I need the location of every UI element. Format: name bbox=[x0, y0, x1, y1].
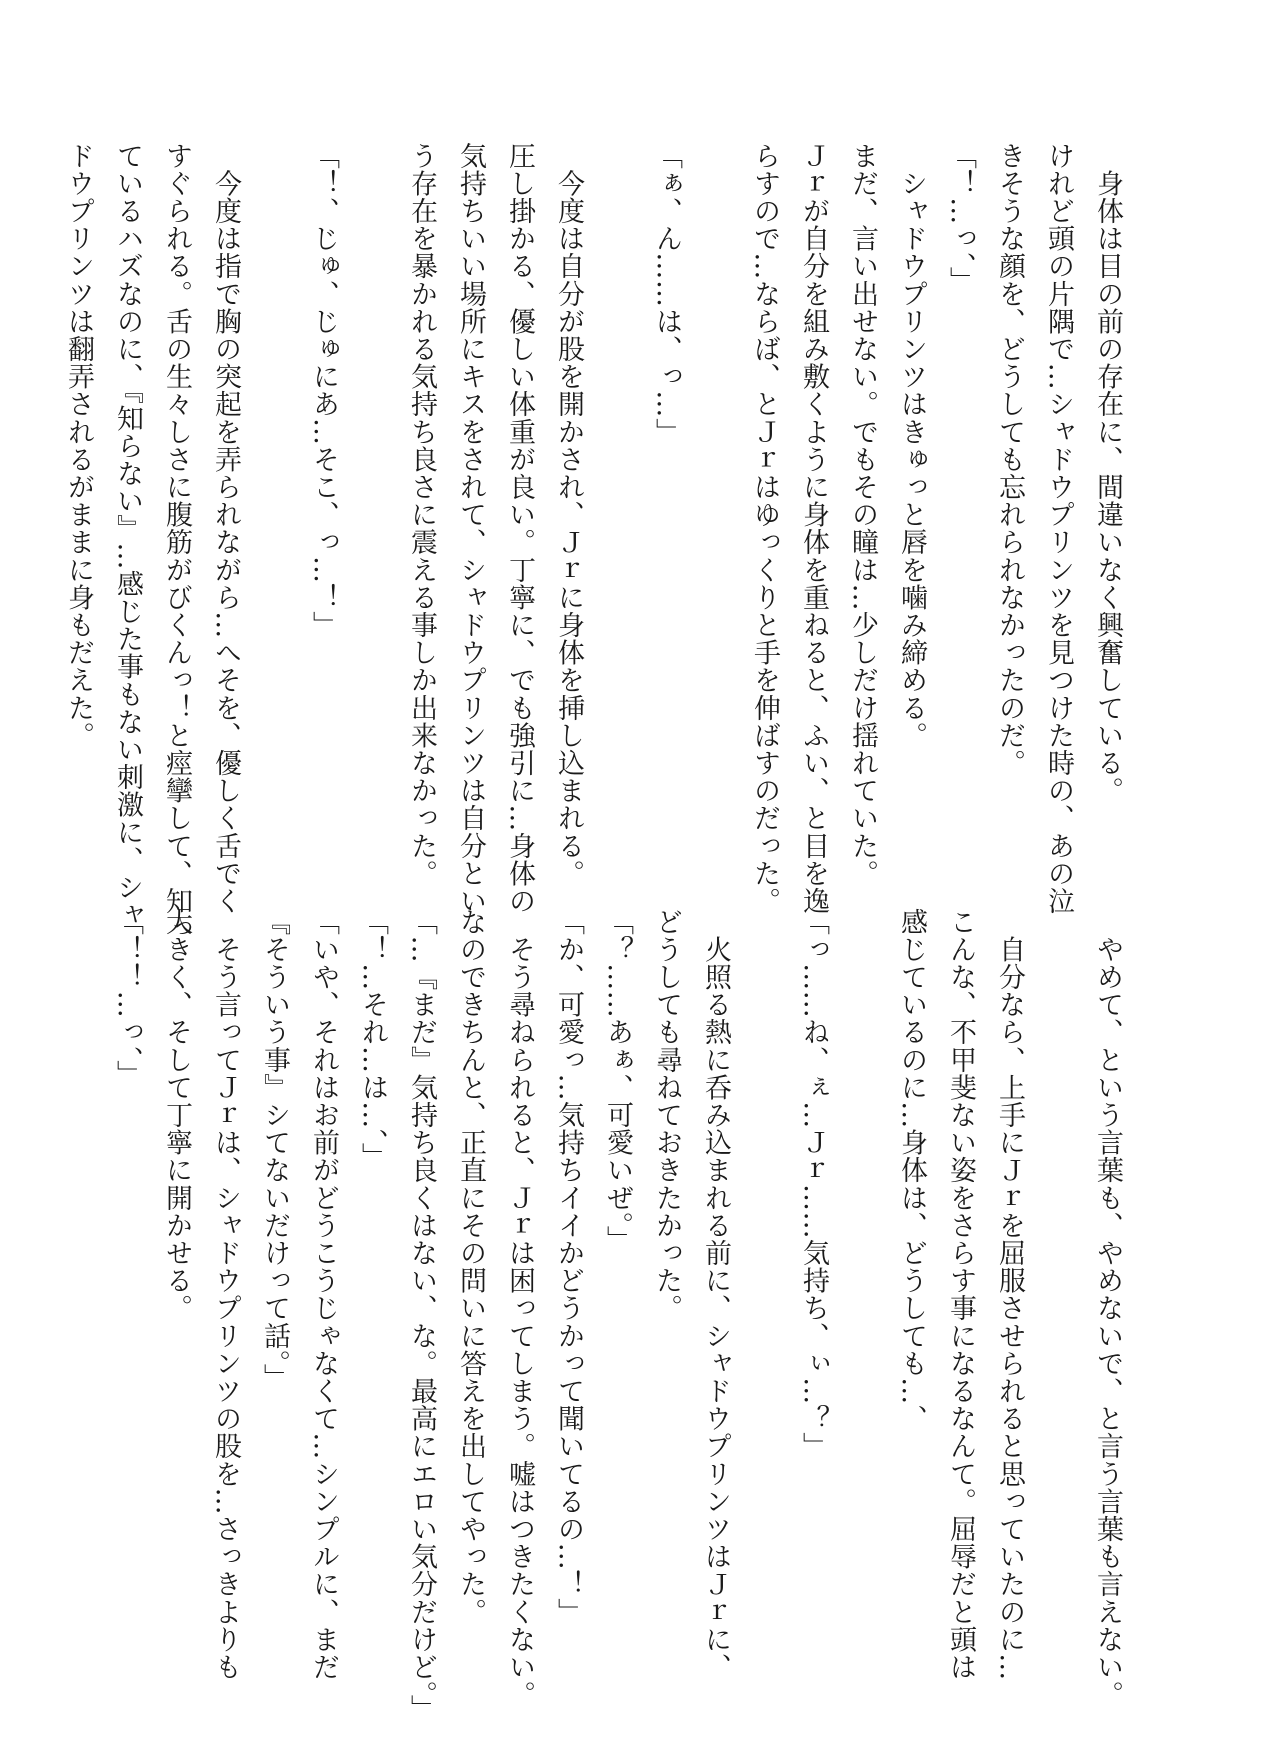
text-line: こんな、不甲斐ない姿をさらす事になるなんて。屈辱だと頭は bbox=[945, 908, 976, 1681]
text-line: Ｊｒが自分を組み敷くように身体を重ねると、ふい、と目を逸 bbox=[798, 142, 829, 915]
text-line: らすので…ならば、とＪｒはゆっくりと手を伸ばすのだった。 bbox=[749, 142, 780, 915]
text-line: 今度は自分が股を開かされ、Ｊｒに身体を挿し込まれる。 bbox=[553, 142, 584, 888]
text-line bbox=[250, 142, 299, 842]
text-line bbox=[691, 142, 740, 842]
text-line: ドウプリンツは翻弄されるがままに身もだえた。 bbox=[63, 142, 94, 750]
text-line bbox=[740, 908, 789, 1628]
text-line: 圧し掛かる、優しい体重が良い。丁寧に、でも強引に…身体の bbox=[504, 142, 535, 915]
text-line: 「！！…っ、」 bbox=[112, 908, 143, 1088]
text-line: まだ、言い出せない。でもその瞳は…少しだけ揺れていた。 bbox=[847, 142, 878, 888]
text-line: シャドウプリンツはきゅっと唇を噛み締める。 bbox=[896, 142, 927, 750]
text-line: なのできちんと、正直にその問いに答えを出してやった。 bbox=[455, 908, 486, 1626]
text-line bbox=[593, 142, 642, 842]
text-line bbox=[1034, 908, 1083, 1628]
text-line bbox=[348, 142, 397, 842]
text-line: ているハズなのに、『知らない』…感じた事もない刺激に、シャ bbox=[112, 142, 143, 929]
text-line: 今度は指で胸の突起を弄られながら…へそを、優しく舌でく bbox=[210, 142, 241, 915]
text-line: 「か、可愛っ…気持ちイイかどうかって聞いてるの…！」 bbox=[553, 908, 584, 1626]
text-block-bottom bbox=[112, 908, 1132, 1723]
text-line: 感じているのに…身体は、どうしても…、 bbox=[896, 908, 927, 1433]
text-block-top bbox=[63, 142, 1132, 943]
text-line: そう言ってＪｒは、シャドウプリンツの股を…さっきよりも bbox=[210, 908, 241, 1681]
text-line: けれど頭の片隅で…シャドウプリンツを見つけた時の、あの泣 bbox=[1043, 142, 1074, 915]
text-line: 「…『まだ』気持ち良くはない、な。最高にエロい気分だけど。」 bbox=[406, 908, 437, 1723]
text-line: どうしても尋ねておきたかった。 bbox=[651, 908, 682, 1322]
text-line: 『そういう事』シてないだけって話。」 bbox=[259, 908, 290, 1392]
text-line: 大きく、そして丁寧に開かせる。 bbox=[161, 908, 192, 1322]
text-line: 自分なら、上手にＪｒを屈服させられると思っていたのに… bbox=[994, 908, 1025, 1681]
text-line: すぐられる。舌の生々しさに腹筋がびくんっ！と痙攣して、知っ bbox=[161, 142, 192, 943]
text-line bbox=[838, 908, 887, 1628]
text-line: やめて、という言葉も、やめないで、と言う言葉も言えない。 bbox=[1092, 908, 1123, 1709]
text-line: 「！…それ…は…、」 bbox=[357, 908, 388, 1171]
text-line: きそうな顔を、どうしても忘れられなかったのだ。 bbox=[994, 142, 1025, 777]
text-line: 「！、じゅ、じゅにあ…そこ、っ…！」 bbox=[308, 142, 339, 639]
text-line: 「いや、それはお前がどうこうじゃなくて…シンプルに、まだ bbox=[308, 908, 339, 1681]
text-line: 火照る熱に呑み込まれる前に、シャドウプリンツはＪｒに、 bbox=[700, 908, 731, 1681]
text-line: 「ぁ、ん……は、っ…」 bbox=[651, 142, 682, 446]
text-line: う存在を暴かれる気持ち良さに震える事しか出来なかった。 bbox=[406, 142, 437, 888]
text-line: 「？……あぁ、可愛いぜ。」 bbox=[602, 908, 633, 1254]
text-line: そう尋ねられると、Ｊｒは困ってしまう。嘘はつきたくない。 bbox=[504, 908, 535, 1709]
text-line: 「！…っ、」 bbox=[945, 142, 976, 295]
text-line: 気持ちいい場所にキスをされて、シャドウプリンツは自分とい bbox=[455, 142, 486, 915]
text-line: 「っ……ね、ぇ…Ｊｒ……気持ち、ぃ…？」 bbox=[798, 908, 829, 1460]
text-line: 身体は目の前の存在に、間違いなく興奮している。 bbox=[1092, 142, 1123, 805]
